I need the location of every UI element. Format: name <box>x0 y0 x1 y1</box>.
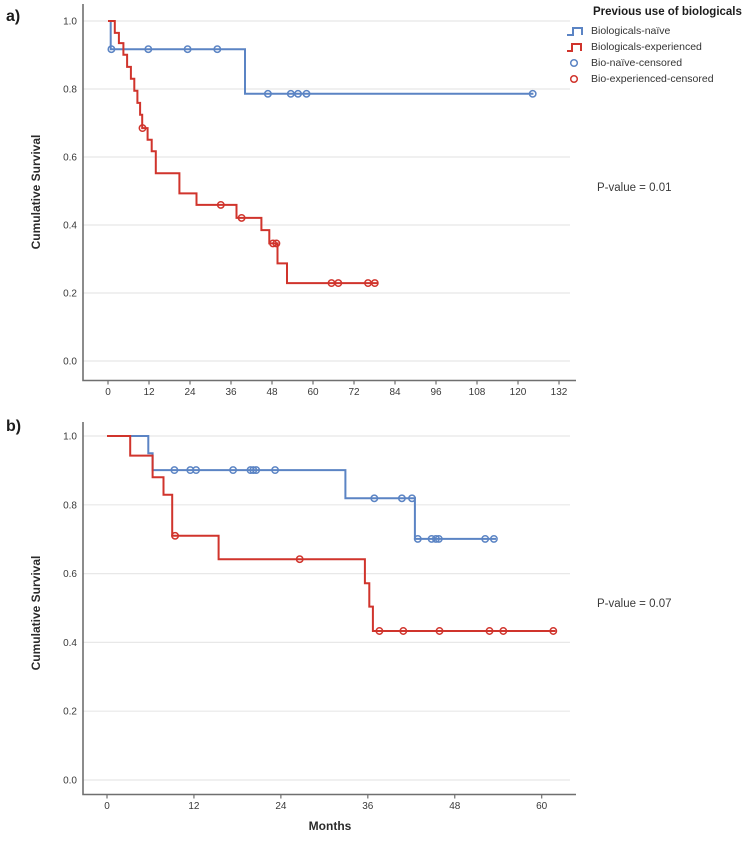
svg-text:12: 12 <box>188 801 200 812</box>
y-axis-title-panel-b: Cumulative Survival <box>29 555 43 671</box>
censored-circle-sample-red-icon <box>566 73 588 85</box>
legend-item-label: Biologicals-naïve <box>591 25 671 37</box>
svg-text:72: 72 <box>348 387 360 398</box>
svg-text:0.2: 0.2 <box>63 706 77 718</box>
y-axis-title-panel-a: Cumulative Survival <box>29 134 43 250</box>
panel-a-chart <box>63 4 576 398</box>
svg-text:120: 120 <box>509 387 527 398</box>
svg-text:24: 24 <box>184 387 196 398</box>
legend-item-bio-naive-censored <box>566 55 753 71</box>
legend-item-label: Bio-naïve-censored <box>591 57 683 69</box>
svg-text:0.2: 0.2 <box>63 288 77 300</box>
svg-text:0.6: 0.6 <box>63 569 77 581</box>
svg-text:36: 36 <box>225 387 237 398</box>
svg-text:0.0: 0.0 <box>63 356 77 368</box>
svg-text:48: 48 <box>449 801 461 812</box>
x-axis-title: Months <box>308 819 352 833</box>
svg-text:0.4: 0.4 <box>63 220 77 232</box>
svg-text:24: 24 <box>275 801 287 812</box>
step-line-sample-red-icon <box>566 41 588 53</box>
censored-circle-sample-blue-icon <box>566 57 588 69</box>
legend-item-label: Biologicals-experienced <box>591 41 702 53</box>
step-line-sample-blue-icon <box>566 25 588 37</box>
svg-text:0.4: 0.4 <box>63 637 77 649</box>
panel-a-label: a) <box>6 8 21 25</box>
svg-text:60: 60 <box>536 801 548 812</box>
svg-text:108: 108 <box>468 387 486 398</box>
svg-text:0.0: 0.0 <box>63 775 77 787</box>
svg-text:0: 0 <box>104 801 110 812</box>
legend-item-bio-experienced-censored <box>566 71 753 87</box>
svg-text:48: 48 <box>266 387 278 398</box>
svg-text:0: 0 <box>105 387 111 398</box>
legend-item-label: Bio-experienced-censored <box>591 73 714 85</box>
svg-text:12: 12 <box>143 387 155 398</box>
legend <box>566 6 753 87</box>
svg-text:1.0: 1.0 <box>63 16 77 28</box>
svg-text:84: 84 <box>389 387 401 398</box>
panel-b-chart <box>63 422 576 812</box>
svg-text:0.6: 0.6 <box>63 152 77 164</box>
panel-b-label: b) <box>6 418 22 435</box>
p-value-panel-b: P-value = 0.07 <box>597 598 672 610</box>
svg-text:132: 132 <box>550 387 568 398</box>
legend-item-biologicals-naive <box>566 23 753 39</box>
p-value-panel-a: P-value = 0.01 <box>597 182 672 194</box>
svg-text:1.0: 1.0 <box>63 431 77 443</box>
svg-text:36: 36 <box>362 801 374 812</box>
svg-text:0.8: 0.8 <box>63 500 77 512</box>
legend-item-biologicals-experienced <box>566 39 753 55</box>
svg-text:96: 96 <box>430 387 442 398</box>
svg-text:60: 60 <box>307 387 319 398</box>
svg-text:0.8: 0.8 <box>63 84 77 96</box>
legend-title: Previous use of biologicals <box>593 6 742 18</box>
